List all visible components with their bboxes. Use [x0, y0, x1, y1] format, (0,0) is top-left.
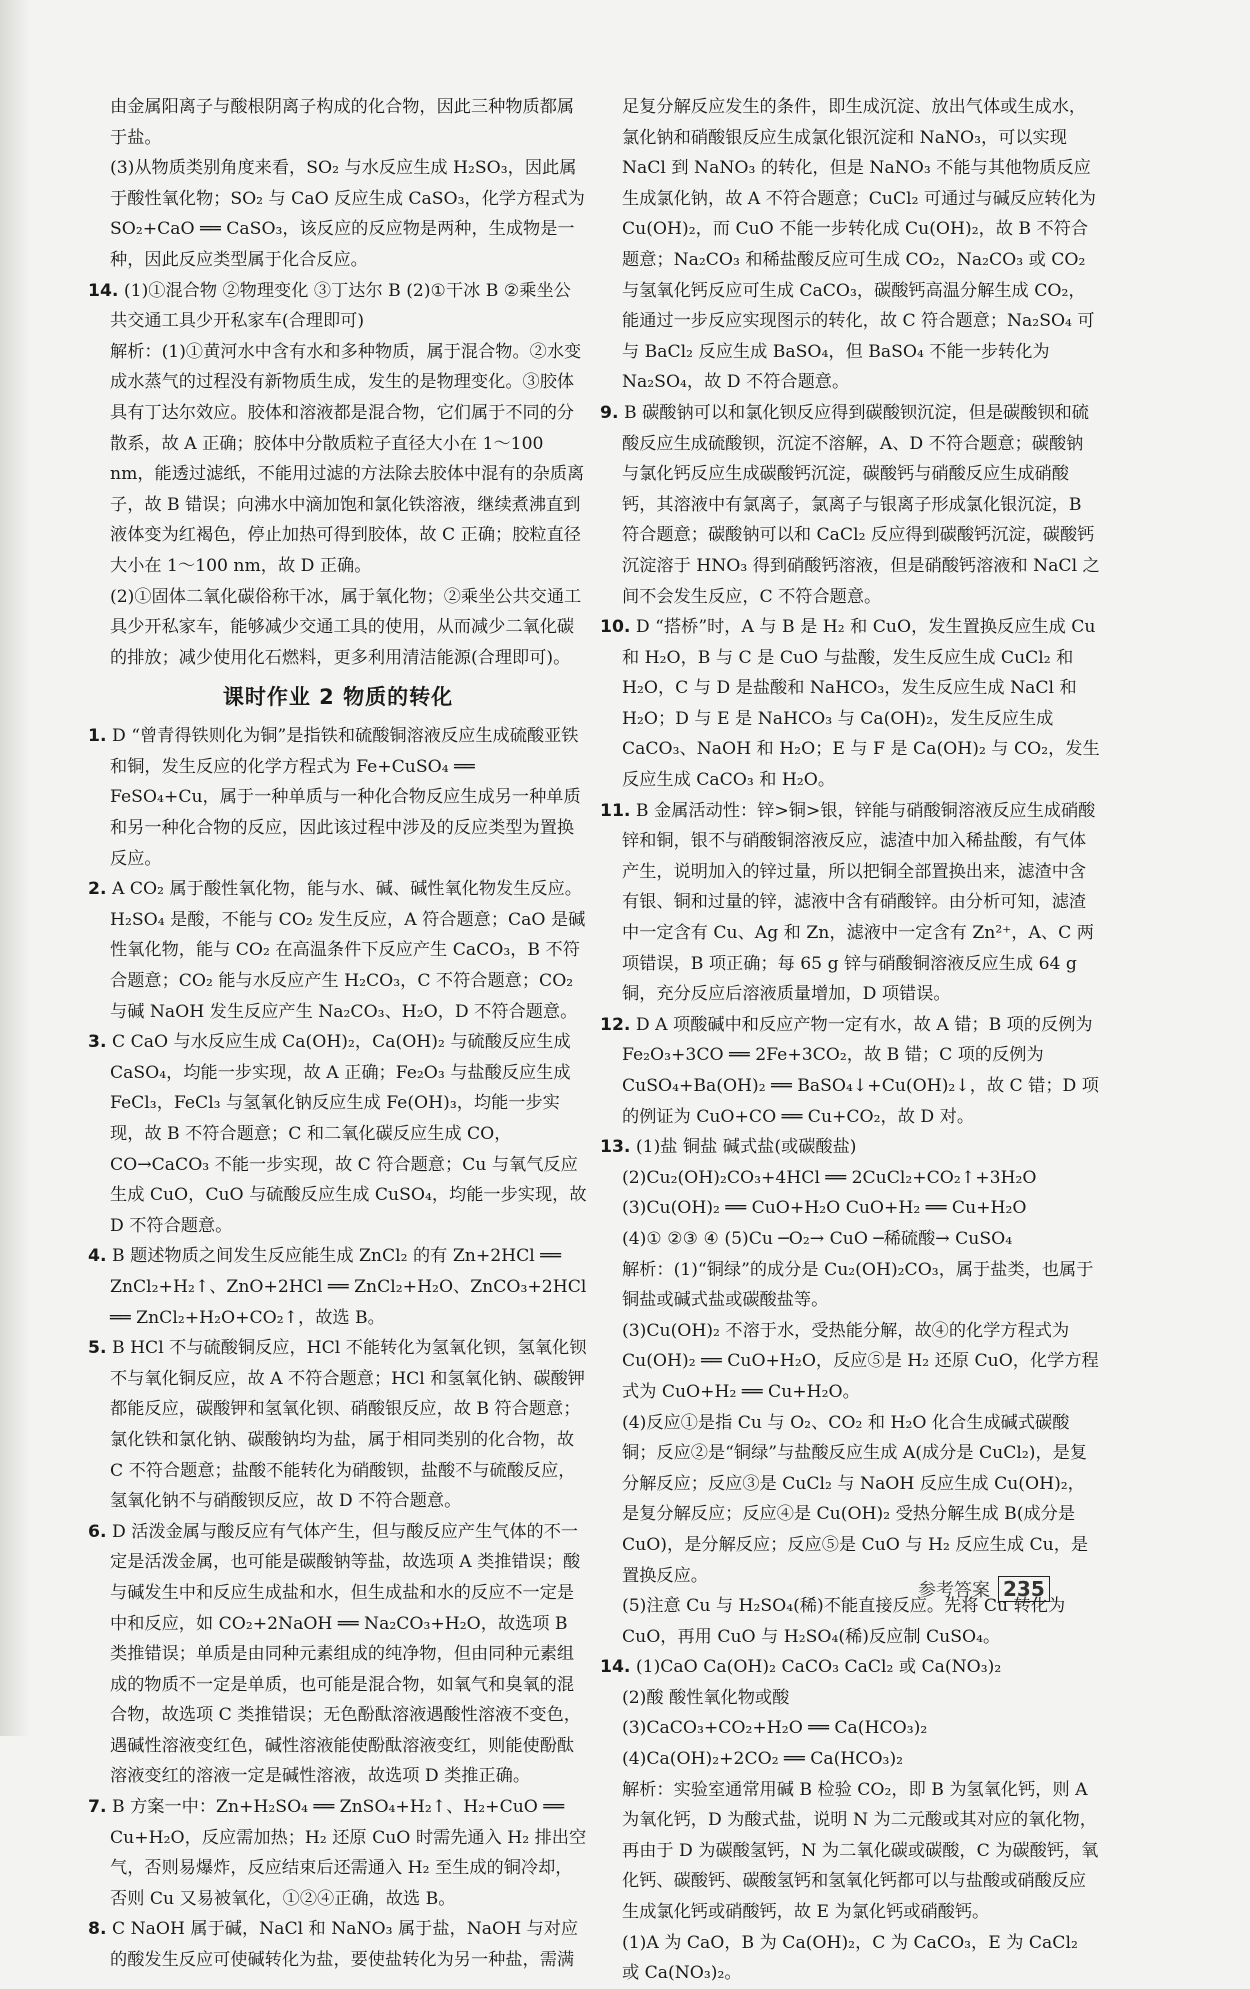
paragraph: (3)CaCO₃+CO₂+H₂O ══ Ca(HCO₃)₂ [622, 1718, 928, 1739]
item-number: 9. [600, 402, 619, 423]
page-footer [918, 1576, 1050, 1602]
paragraph: (3)Cu(OH)₂ ══ CuO+H₂O CuO+H₂ ══ Cu+H₂O [622, 1198, 1027, 1219]
item-text: D 活泼金属与酸反应有气体产生，但与酸反应产生气体的不一定是活泼金属，也可能是碳酸钠等盐，故选项 A 类推错误；酸与碱发生中和反应生成盐和水，但生成盐和水的反应不一定是中和反应，如 CO₂+2NaOH ══ Na₂CO₃+H₂O，故选项 B 类推错误；单质是由同种元素组成的纯净物，但由同种元素组成的物质不一定是单质，也可能是混合物，如氧气和臭氧的混合物，故选项 C 类推错误；无色酚酞溶液遇酸性溶液不变色，遇碱性溶液变红色，碱性溶液能使酚酞溶液变红，则能使酚酞溶液变红的溶液一定是碱性溶液，故选项 D 类推正确。 [110, 1521, 581, 1787]
paragraph: 足复分解反应发生的条件，即生成沉淀、放出气体或生成水，氯化钠和硝酸银反应生成氯化银沉淀和 NaNO₃，可以实现 NaCl 到 NaNO₃ 的转化，但是 NaNO₃ 不能与其他物质反应生成氯化钠，故 A 不符合题意；CuCl₂ 可通过与碱反应转化为 Cu(OH)₂，而 CuO 不能一步转化成 Cu(OH)₂，故 B 不符合题意；Na₂CO₃ 和稀盐酸反应可生成 CO₂，Na₂CO₃ 或 CO₂ 与氢氧化钙反应可生成 CaCO₃，碳酸钙高温分解生成 CO₂，能通过一步反应实现图示的转化，故 C 符合题意；Na₂SO₄ 可与 BaCl₂ 反应生成 BaSO₄，但 BaSO₄ 不能一步转化为 Na₂SO₄，故 D 不符合题意。 [622, 97, 1096, 393]
item-text: B 题述物质之间发生反应能生成 ZnCl₂ 的有 Zn+2HCl ══ ZnCl₂+H₂↑、ZnO+2HCl ══ ZnCl₂+H₂O、ZnCO₃+2HCl ══ ZnCl₂+H₂O+CO₂↑，故选 B。 [110, 1246, 587, 1328]
footer-label: 参考答案 [918, 1580, 990, 1601]
answer-item [600, 398, 1100, 612]
item-number: 8. [88, 1919, 107, 1940]
answer-item [88, 874, 588, 1027]
answer-item [88, 1517, 588, 1792]
answer-item [88, 276, 588, 337]
answer-item [88, 1027, 588, 1241]
page-number: 235 [998, 1576, 1050, 1602]
item-text: D “搭桥”时，A 与 B 是 H₂ 和 CuO，发生置换反应生成 Cu 和 H₂O，B 与 C 是 CuO 与盐酸，发生反应生成 CuCl₂ 和 H₂O，C 与 D 是盐酸和 NaHCO₃，发生反应生成 NaCl 和 H₂O；D 与 E 是 NaHCO₃ 与 Ca(OH)₂，发生反应生成 CaCO₃、NaOH 和 H₂O；E 与 F 是 Ca(OH)₂ 与 CO₂，发生反应生成 CaCO₃ 和 H₂O。 [622, 617, 1100, 791]
item-number: 13. [600, 1137, 631, 1158]
item-text: B 方案一中：Zn+H₂SO₄ ══ ZnSO₄+H₂↑、H₂+CuO ══ Cu+H₂O，反应需加热；H₂ 还原 CuO 时需先通入 H₂ 排出空气，否则易爆炸，反应结束后还需通入 H₂ 至生成的铜冷却，否则 Cu 又易被氧化，①②④正确，故选 B。 [110, 1797, 587, 1909]
item-text: (1)盐 铜盐 碱式盐(或碳酸盐) [635, 1137, 857, 1158]
paragraph: (3)从物质类别角度来看，SO₂ 与水反应生成 H₂SO₃，因此属于酸性氧化物；SO₂ 与 CaO 反应生成 CaSO₃，化学方程式为 SO₂+CaO ══ CaSO₃，该反应的反应物是两种，生成物是一种，因此反应类型属于化合反应。 [110, 158, 585, 270]
answer-item [600, 1010, 1100, 1132]
item-number: 7. [88, 1797, 107, 1818]
item-text: C NaOH 属于碱，NaCl 和 NaNO₃ 属于盐，NaOH 与对应的酸发生反应可使碱转化为盐，要使盐转化为另一种盐，需满 [110, 1919, 579, 1971]
item-text: B 金属活动性：锌>铜>银，锌能与硝酸铜溶液反应生成硝酸锌和铜，银不与硝酸铜溶液反应，滤渣中加入稀盐酸，有气体产生，说明加入的锌过量，所以把铜全部置换出来，滤渣中含有银、铜和过量的锌，滤液中含有硝酸锌。由分析可知，滤渣中一定含有 Cu、Ag 和 Zn，滤液中一定含有 Zn²⁺，A、C 两项错误，B 项正确；每 65 g 锌与硝酸铜溶液反应生成 64 g 铜，充分反应后溶液质量增加，D 项错误。 [622, 800, 1096, 1005]
item-text: (1)①混合物 ②物理变化 ③丁达尔 B (2)①干冰 B ②乘坐公共交通工具少开私家车(合理即可) [110, 280, 571, 332]
answer-item [600, 796, 1100, 1010]
item-number: 14. [600, 1657, 631, 1678]
item-text: B 碳酸钠可以和氯化钡反应得到碳酸钡沉淀，但是碳酸钡和硫酸反应生成硫酸钡，沉淀不溶解，A、D 不符合题意；碳酸钠与氯化钙反应生成碳酸钙沉淀，碳酸钙与硝酸反应生成硝酸钙，其溶液中有氯离子，氯离子与银离子形成氯化银沉淀，B 符合题意；碳酸钠可以和 CaCl₂ 反应得到碳酸钙沉淀，碳酸钙沉淀溶于 HNO₃ 得到硝酸钙溶液，但是硝酸钙溶液和 NaCl 之间不会发生反应，C 不符合题意。 [622, 402, 1100, 607]
paragraph: 解析：(1)“铜绿”的成分是 Cu₂(OH)₂CO₃，属于盐类，也属于铜盐或碱式盐或碳酸盐等。 [622, 1259, 1094, 1311]
right-column [600, 92, 1100, 1989]
paragraph: (2)酸 酸性氧化物或酸 [622, 1687, 790, 1708]
item-number: 4. [88, 1246, 107, 1267]
item-text: B HCl 不与硫酸铜反应，HCl 不能转化为氢氧化钡，氢氧化钡不与氧化铜反应，故 A 不符合题意；HCl 和氢氧化钠、碳酸钾都能反应，碳酸钾和氢氧化钡、硝酸银反应，故 B 符合题意；氯化铁和氯化钠、碳酸钠均为盐，属于相同类别的化合物，故 C 不符合题意；盐酸不能转化为硝酸钡，盐酸不与硫酸反应，氢氧化钠不与硝酸钡反应，故 D 不符合题意。 [110, 1338, 587, 1512]
paragraph: (1)A 为 CaO，B 为 Ca(OH)₂，C 为 CaCO₃，E 为 CaCl₂ 或 Ca(NO₃)₂。 [622, 1932, 1078, 1984]
paragraph: (2)①固体二氧化碳俗称干冰，属于氧化物；②乘坐公共交通工具少开私家车，能够减少交通工具的使用，从而减少二氧化碳的排放；减少使用化石燃料，更多利用清洁能源(合理即可)。 [110, 586, 582, 668]
item-number: 12. [600, 1014, 631, 1035]
item-text: D “曾青得铁则化为铜”是指铁和硫酸铜溶液反应生成硫酸亚铁和铜，发生反应的化学方程式为 Fe+CuSO₄ ══ FeSO₄+Cu，属于一种单质与一种化合物反应生成另一种单质和另一种化合物的反应，因此该过程中涉及的反应类型为置换反应。 [110, 726, 581, 869]
item-number: 1. [88, 726, 107, 747]
item-number: 11. [600, 800, 631, 821]
paragraph: (4)Ca(OH)₂+2CO₂ ══ Ca(HCO₃)₂ [622, 1749, 904, 1770]
item-text: A CO₂ 属于酸性氧化物，能与水、碱、碱性氧化物发生反应。H₂SO₄ 是酸，不能与 CO₂ 发生反应，A 符合题意；CaO 是碱性氧化物，能与 CO₂ 在高温条件下反应产生 CaCO₃，B 不符合题意；CO₂ 能与水反应产生 H₂CO₃，C 不符合题意；CO₂ 与碱 NaOH 发生反应产生 Na₂CO₃、H₂O，D 不符合题意。 [110, 879, 586, 1022]
item-number: 14. [88, 280, 119, 301]
answer-item [600, 612, 1100, 796]
item-number: 3. [88, 1032, 107, 1053]
section-title: 课时作业 2 物质的转化 [222, 685, 454, 710]
paragraph: (5)注意 Cu 与 H₂SO₄(稀)不能直接反应。先将 Cu 转化为 CuO，再用 CuO 与 H₂SO₄(稀)反应制 CuSO₄。 [622, 1596, 1066, 1647]
answer-item [600, 1652, 1100, 1683]
answer-item [600, 1132, 1100, 1163]
answer-item [88, 1333, 588, 1517]
item-number: 10. [600, 617, 631, 638]
paragraph: 解析：(1)①黄河水中含有水和多种物质，属于混合物。②水变成水蒸气的过程没有新物质生成，发生的是物理变化。③胶体具有丁达尔效应。胶体和溶液都是混合物，它们属于不同的分散系，故 A 正确；胶体中分散质粒子直径大小在 1～100 nm，能透过滤纸，不能用过滤的方法除去胶体中混有的杂质离子，故 B 错误；向沸水中滴加饱和氯化铁溶液，继续煮沸直到液体变为红褐色，停止加热可得到胶体，故 C 正确；胶粒直径大小在 1～100 nm，故 D 正确。 [110, 341, 585, 576]
binding-shadow [0, 0, 30, 1736]
answer-item [88, 1914, 588, 1975]
paragraph: (3)Cu(OH)₂ 不溶于水，受热能分解，故④的化学方程式为 Cu(OH)₂ ══ CuO+H₂O，反应⑤是 H₂ 还原 CuO，化学方程式为 CuO+H₂ ══ Cu+H₂O。 [622, 1320, 1099, 1402]
paragraph: (2)Cu₂(OH)₂CO₃+4HCl ══ 2CuCl₂+CO₂↑+3H₂O [622, 1167, 1037, 1188]
item-number: 2. [88, 879, 107, 900]
paragraph: 由金属阳离子与酸根阴离子构成的化合物，因此三种物质都属于盐。 [110, 97, 575, 148]
item-text: (1)CaO Ca(OH)₂ CaCO₃ CaCl₂ 或 Ca(NO₃)₂ [635, 1657, 1002, 1678]
item-text: D A 项酸碱中和反应产物一定有水，故 A 错；B 项的反例为 Fe₂O₃+3CO ══ 2Fe+3CO₂，故 B 错；C 项的反例为 CuSO₄+Ba(OH)₂ ══ BaSO₄↓+Cu(OH)₂↓，故 C 错；D 项的例证为 CuO+CO ══ Cu+CO₂，故 D 对。 [622, 1014, 1099, 1127]
item-number: 5. [88, 1338, 107, 1359]
paragraph: (4)反应①是指 Cu 与 O₂、CO₂ 和 H₂O 化合生成碱式碳酸铜；反应②是“铜绿”与盐酸反应生成 A(成分是 CuCl₂)，是复分解反应；反应③是 CuCl₂ 与 NaOH 反应生成 Cu(OH)₂，是复分解反应；反应④是 Cu(OH)₂ 受热分解生成 B(成分是 CuO)，是分解反应；反应⑤是 CuO 与 H₂ 反应生成 Cu，是置换反应。 [622, 1412, 1089, 1586]
paragraph: (4)① ②③ ④ (5)Cu ─O₂→ CuO ─稀硫酸→ CuSO₄ [622, 1228, 1013, 1249]
answer-item [88, 1792, 588, 1914]
answer-item [88, 1241, 588, 1333]
paragraph: 解析：实验室通常用碱 B 检验 CO₂，即 B 为氢氧化钙，则 A 为氧化钙，D 为酸式盐，说明 N 为二元酸或其对应的氧化物，再由于 D 为碳酸氢钙，N 为二氧化碳或碳酸，C 为碳酸钙，氧化钙、碳酸钙、碳酸氢钙和氢氧化钙都可以与盐酸或硝酸反应生成氯化钙或硝酸钙，故 E 为氯化钙或硝酸钙。 [622, 1779, 1099, 1923]
left-column [88, 92, 588, 1976]
item-text: C CaO 与水反应生成 Ca(OH)₂，Ca(OH)₂ 与硫酸反应生成 CaSO₄，均能一步实现，故 A 正确；Fe₂O₃ 与盐酸反应生成 FeCl₃，FeCl₃ 与氢氧化钠反应生成 Fe(OH)₃，均能一步实现，故 B 不符合题意；C 和二氧化碳反应生成 CO，CO→CaCO₃ 不能一步实现，故 C 符合题意；Cu 与氧气反应生成 CuO，CuO 与硫酸反应生成 CuSO₄，均能一步实现，故 D 不符合题意。 [110, 1032, 587, 1236]
answer-item [88, 721, 588, 874]
item-number: 6. [88, 1521, 107, 1542]
